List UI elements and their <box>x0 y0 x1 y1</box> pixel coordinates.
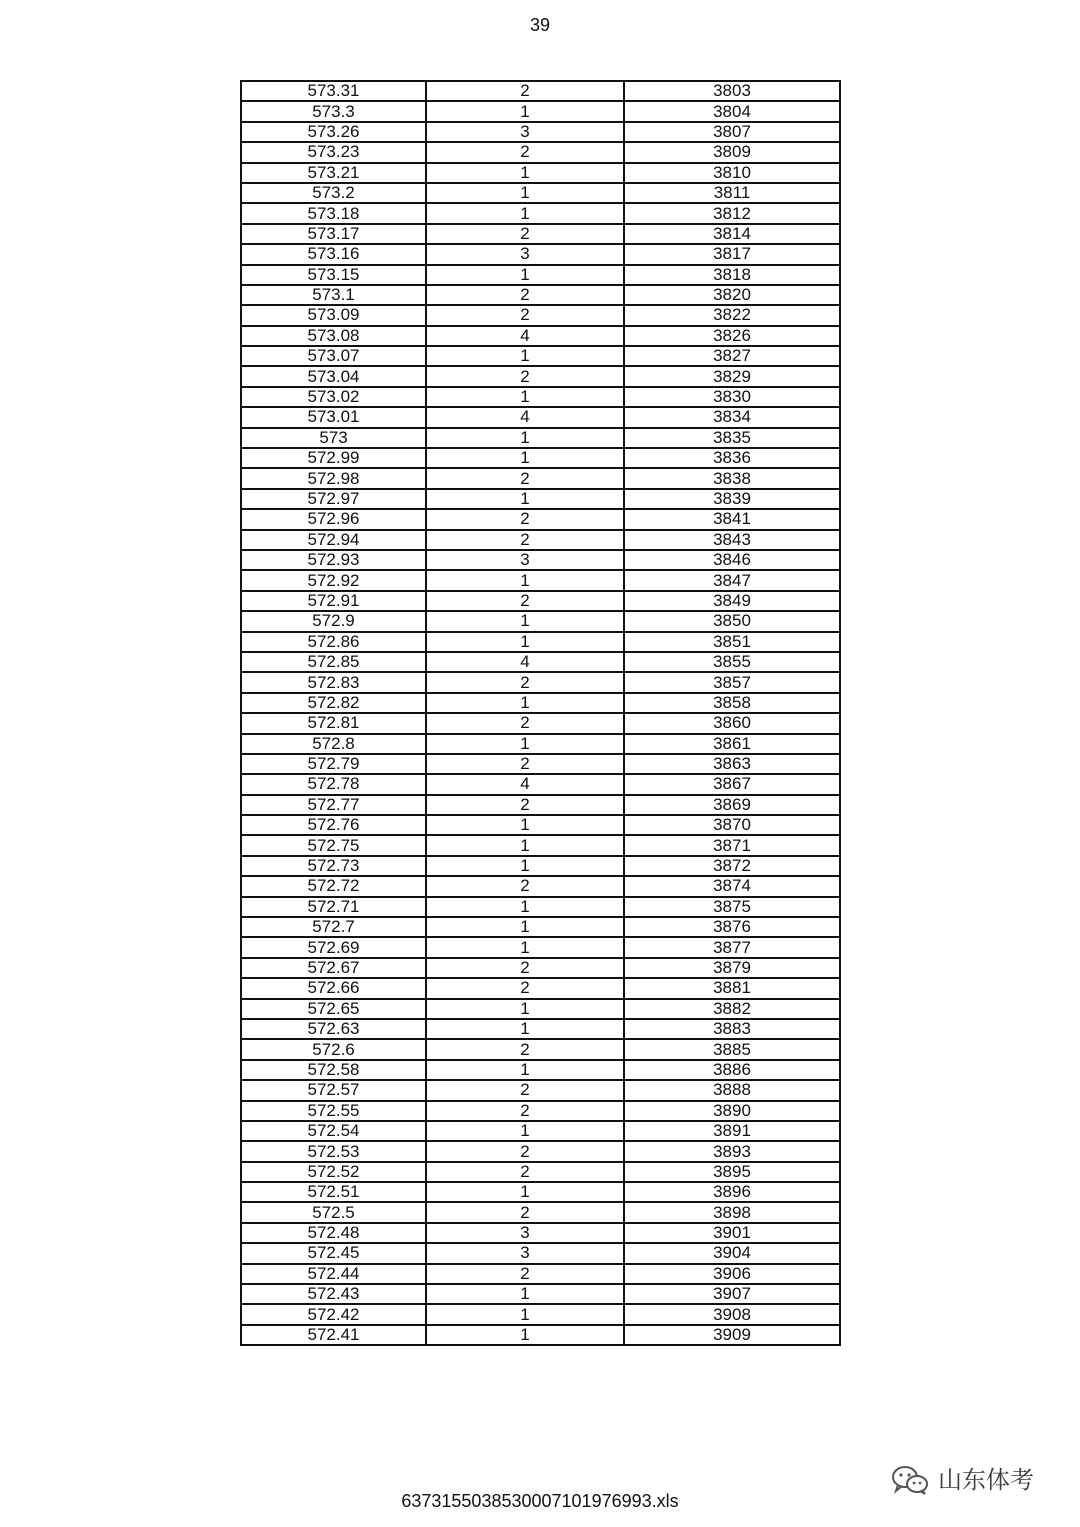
count-cell: 1 <box>426 448 624 468</box>
cumulative-cell: 3850 <box>624 611 840 631</box>
score-cell: 572.73 <box>241 856 426 876</box>
table-row <box>241 448 840 468</box>
table-row <box>241 795 840 815</box>
score-cell: 572.63 <box>241 1019 426 1039</box>
table-row <box>241 1141 840 1161</box>
cumulative-cell: 3872 <box>624 856 840 876</box>
count-cell: 2 <box>426 1101 624 1121</box>
cumulative-cell: 3855 <box>624 652 840 672</box>
table-row <box>241 917 840 937</box>
score-cell: 572.66 <box>241 978 426 998</box>
cumulative-cell: 3879 <box>624 958 840 978</box>
score-cell: 572.98 <box>241 468 426 488</box>
cumulative-cell: 3874 <box>624 876 840 896</box>
table-row <box>241 285 840 305</box>
cumulative-cell: 3827 <box>624 346 840 366</box>
score-cell: 573.2 <box>241 183 426 203</box>
count-cell: 4 <box>426 652 624 672</box>
cumulative-cell: 3909 <box>624 1325 840 1345</box>
table-row <box>241 224 840 244</box>
cumulative-cell: 3891 <box>624 1121 840 1141</box>
table-row <box>241 1284 840 1304</box>
cumulative-cell: 3877 <box>624 937 840 957</box>
cumulative-cell: 3867 <box>624 774 840 794</box>
cumulative-cell: 3834 <box>624 407 840 427</box>
score-cell: 573 <box>241 428 426 448</box>
count-cell: 1 <box>426 346 624 366</box>
score-cell: 572.71 <box>241 897 426 917</box>
count-cell: 1 <box>426 917 624 937</box>
count-cell: 2 <box>426 978 624 998</box>
table-row <box>241 1264 840 1284</box>
table-row <box>241 1162 840 1182</box>
table-row <box>241 1039 840 1059</box>
score-cell: 573.21 <box>241 163 426 183</box>
count-cell: 2 <box>426 1039 624 1059</box>
count-cell: 1 <box>426 183 624 203</box>
score-cell: 572.45 <box>241 1243 426 1263</box>
cumulative-cell: 3906 <box>624 1264 840 1284</box>
table-row <box>241 1060 840 1080</box>
score-cell: 572.93 <box>241 550 426 570</box>
cumulative-cell: 3890 <box>624 1101 840 1121</box>
table-row <box>241 978 840 998</box>
score-cell: 572.94 <box>241 530 426 550</box>
score-cell: 573.02 <box>241 387 426 407</box>
count-cell: 2 <box>426 468 624 488</box>
table-row <box>241 81 840 101</box>
score-cell: 572.58 <box>241 1060 426 1080</box>
cumulative-cell: 3861 <box>624 734 840 754</box>
table-row <box>241 428 840 448</box>
score-table-body <box>241 81 840 1345</box>
score-cell: 573.08 <box>241 326 426 346</box>
table-row <box>241 591 840 611</box>
table-row <box>241 509 840 529</box>
cumulative-cell: 3883 <box>624 1019 840 1039</box>
count-cell: 4 <box>426 326 624 346</box>
score-cell: 573.3 <box>241 101 426 121</box>
table-row <box>241 1101 840 1121</box>
count-cell: 1 <box>426 693 624 713</box>
cumulative-cell: 3810 <box>624 163 840 183</box>
table-row <box>241 142 840 162</box>
table-row <box>241 693 840 713</box>
table-row <box>241 468 840 488</box>
count-cell: 1 <box>426 897 624 917</box>
table-row <box>241 366 840 386</box>
table-row <box>241 632 840 652</box>
table-row <box>241 734 840 754</box>
cumulative-cell: 3857 <box>624 672 840 692</box>
score-cell: 572.79 <box>241 754 426 774</box>
score-cell: 572.42 <box>241 1304 426 1324</box>
cumulative-cell: 3829 <box>624 366 840 386</box>
cumulative-cell: 3858 <box>624 693 840 713</box>
count-cell: 1 <box>426 1284 624 1304</box>
score-cell: 572.91 <box>241 591 426 611</box>
table-row <box>241 835 840 855</box>
table-row <box>241 183 840 203</box>
cumulative-cell: 3811 <box>624 183 840 203</box>
count-cell: 1 <box>426 815 624 835</box>
score-cell: 572.76 <box>241 815 426 835</box>
cumulative-cell: 3807 <box>624 122 840 142</box>
count-cell: 1 <box>426 999 624 1019</box>
score-cell: 573.09 <box>241 305 426 325</box>
count-cell: 2 <box>426 1080 624 1100</box>
cumulative-cell: 3847 <box>624 570 840 590</box>
count-cell: 2 <box>426 958 624 978</box>
cumulative-cell: 3882 <box>624 999 840 1019</box>
count-cell: 2 <box>426 672 624 692</box>
count-cell: 4 <box>426 774 624 794</box>
count-cell: 3 <box>426 1223 624 1243</box>
footer-filename: 637315503853000710197​6993.xls <box>401 1491 679 1511</box>
table-row <box>241 999 840 1019</box>
table-row <box>241 1019 840 1039</box>
count-cell: 3 <box>426 550 624 570</box>
score-cell: 572.82 <box>241 693 426 713</box>
table-row <box>241 244 840 264</box>
score-cell: 572.57 <box>241 1080 426 1100</box>
table-row <box>241 1325 840 1345</box>
score-cell: 573.15 <box>241 265 426 285</box>
count-cell: 1 <box>426 632 624 652</box>
score-cell: 572.54 <box>241 1121 426 1141</box>
table-row <box>241 163 840 183</box>
cumulative-cell: 3812 <box>624 203 840 223</box>
count-cell: 2 <box>426 366 624 386</box>
cumulative-cell: 3814 <box>624 224 840 244</box>
table-row <box>241 652 840 672</box>
watermark-text: 山东体考 <box>938 1466 1034 1494</box>
score-cell: 572.99 <box>241 448 426 468</box>
score-cell: 573.31 <box>241 81 426 101</box>
count-cell: 1 <box>426 1325 624 1345</box>
count-cell: 1 <box>426 937 624 957</box>
count-cell: 2 <box>426 1264 624 1284</box>
score-cell: 573.18 <box>241 203 426 223</box>
score-cell: 572.44 <box>241 1264 426 1284</box>
table-row <box>241 101 840 121</box>
table-row <box>241 122 840 142</box>
table-row <box>241 672 840 692</box>
score-cell: 573.17 <box>241 224 426 244</box>
count-cell: 1 <box>426 101 624 121</box>
score-cell: 572.5 <box>241 1202 426 1222</box>
score-cell: 572.75 <box>241 835 426 855</box>
score-cell: 573.01 <box>241 407 426 427</box>
count-cell: 1 <box>426 1060 624 1080</box>
cumulative-cell: 3849 <box>624 591 840 611</box>
score-cell: 573.07 <box>241 346 426 366</box>
count-cell: 2 <box>426 754 624 774</box>
count-cell: 3 <box>426 122 624 142</box>
count-cell: 1 <box>426 1182 624 1202</box>
table-row <box>241 407 840 427</box>
score-cell: 572.67 <box>241 958 426 978</box>
count-cell: 1 <box>426 734 624 754</box>
count-cell: 2 <box>426 876 624 896</box>
table-row <box>241 203 840 223</box>
count-cell: 3 <box>426 1243 624 1263</box>
cumulative-cell: 3895 <box>624 1162 840 1182</box>
cumulative-cell: 3876 <box>624 917 840 937</box>
score-cell: 573.04 <box>241 366 426 386</box>
score-cell: 572.48 <box>241 1223 426 1243</box>
cumulative-cell: 3838 <box>624 468 840 488</box>
score-cell: 572.92 <box>241 570 426 590</box>
cumulative-cell: 3841 <box>624 509 840 529</box>
cumulative-cell: 3836 <box>624 448 840 468</box>
table-row <box>241 611 840 631</box>
cumulative-cell: 3869 <box>624 795 840 815</box>
cumulative-cell: 3875 <box>624 897 840 917</box>
score-cell: 572.69 <box>241 937 426 957</box>
cumulative-cell: 3863 <box>624 754 840 774</box>
cumulative-cell: 3835 <box>624 428 840 448</box>
cumulative-cell: 3871 <box>624 835 840 855</box>
cumulative-cell: 3907 <box>624 1284 840 1304</box>
cumulative-cell: 3898 <box>624 1202 840 1222</box>
table-row <box>241 1182 840 1202</box>
score-cell: 572.78 <box>241 774 426 794</box>
table-row <box>241 346 840 366</box>
score-cell: 572.52 <box>241 1162 426 1182</box>
cumulative-cell: 3846 <box>624 550 840 570</box>
table-row <box>241 958 840 978</box>
count-cell: 4 <box>426 407 624 427</box>
table-row <box>241 550 840 570</box>
cumulative-cell: 3804 <box>624 101 840 121</box>
count-cell: 1 <box>426 265 624 285</box>
count-cell: 1 <box>426 1121 624 1141</box>
score-cell: 572.7 <box>241 917 426 937</box>
score-table <box>240 80 841 1346</box>
cumulative-cell: 3870 <box>624 815 840 835</box>
cumulative-cell: 3822 <box>624 305 840 325</box>
count-cell: 2 <box>426 1141 624 1161</box>
table-row <box>241 305 840 325</box>
table-row <box>241 1202 840 1222</box>
count-cell: 1 <box>426 163 624 183</box>
table-row <box>241 1304 840 1324</box>
score-cell: 572.65 <box>241 999 426 1019</box>
cumulative-cell: 3901 <box>624 1223 840 1243</box>
count-cell: 1 <box>426 611 624 631</box>
score-cell: 572.81 <box>241 713 426 733</box>
table-row <box>241 1080 840 1100</box>
count-cell: 1 <box>426 570 624 590</box>
table-row <box>241 856 840 876</box>
table-row <box>241 265 840 285</box>
score-cell: 572.8 <box>241 734 426 754</box>
table-row <box>241 876 840 896</box>
score-cell: 572.43 <box>241 1284 426 1304</box>
score-cell: 572.77 <box>241 795 426 815</box>
table-row <box>241 387 840 407</box>
score-cell: 573.16 <box>241 244 426 264</box>
count-cell: 1 <box>426 1304 624 1324</box>
cumulative-cell: 3851 <box>624 632 840 652</box>
score-cell: 572.53 <box>241 1141 426 1161</box>
cumulative-cell: 3860 <box>624 713 840 733</box>
count-cell: 2 <box>426 142 624 162</box>
table-row <box>241 815 840 835</box>
table-row <box>241 1121 840 1141</box>
count-cell: 1 <box>426 428 624 448</box>
count-cell: 2 <box>426 305 624 325</box>
cumulative-cell: 3817 <box>624 244 840 264</box>
table-row <box>241 713 840 733</box>
count-cell: 2 <box>426 1202 624 1222</box>
count-cell: 2 <box>426 224 624 244</box>
cumulative-cell: 3896 <box>624 1182 840 1202</box>
table-row <box>241 530 840 550</box>
count-cell: 2 <box>426 1162 624 1182</box>
count-cell: 2 <box>426 81 624 101</box>
page-number: 39 <box>529 15 551 35</box>
count-cell: 2 <box>426 713 624 733</box>
score-cell: 572.97 <box>241 489 426 509</box>
cumulative-cell: 3904 <box>624 1243 840 1263</box>
score-cell: 572.9 <box>241 611 426 631</box>
table-row <box>241 489 840 509</box>
count-cell: 1 <box>426 387 624 407</box>
score-cell: 573.23 <box>241 142 426 162</box>
table-row <box>241 937 840 957</box>
count-cell: 1 <box>426 203 624 223</box>
table-row <box>241 774 840 794</box>
count-cell: 3 <box>426 244 624 264</box>
cumulative-cell: 3803 <box>624 81 840 101</box>
table-row <box>241 754 840 774</box>
score-cell: 573.26 <box>241 122 426 142</box>
count-cell: 2 <box>426 285 624 305</box>
count-cell: 2 <box>426 530 624 550</box>
score-cell: 572.51 <box>241 1182 426 1202</box>
cumulative-cell: 3820 <box>624 285 840 305</box>
cumulative-cell: 3888 <box>624 1080 840 1100</box>
cumulative-cell: 3893 <box>624 1141 840 1161</box>
count-cell: 1 <box>426 835 624 855</box>
table-row <box>241 1223 840 1243</box>
table-row <box>241 897 840 917</box>
score-cell: 572.86 <box>241 632 426 652</box>
score-cell: 572.85 <box>241 652 426 672</box>
score-cell: 573.1 <box>241 285 426 305</box>
table-row <box>241 1243 840 1263</box>
cumulative-cell: 3839 <box>624 489 840 509</box>
cumulative-cell: 3830 <box>624 387 840 407</box>
score-cell: 572.6 <box>241 1039 426 1059</box>
score-cell: 572.55 <box>241 1101 426 1121</box>
count-cell: 2 <box>426 795 624 815</box>
cumulative-cell: 3885 <box>624 1039 840 1059</box>
cumulative-cell: 3826 <box>624 326 840 346</box>
cumulative-cell: 3881 <box>624 978 840 998</box>
table-row <box>241 326 840 346</box>
cumulative-cell: 3843 <box>624 530 840 550</box>
score-cell: 572.72 <box>241 876 426 896</box>
cumulative-cell: 3886 <box>624 1060 840 1080</box>
count-cell: 1 <box>426 856 624 876</box>
table-row <box>241 570 840 590</box>
count-cell: 1 <box>426 489 624 509</box>
score-cell: 572.83 <box>241 672 426 692</box>
count-cell: 1 <box>426 1019 624 1039</box>
cumulative-cell: 3908 <box>624 1304 840 1324</box>
cumulative-cell: 3809 <box>624 142 840 162</box>
count-cell: 2 <box>426 591 624 611</box>
cumulative-cell: 3818 <box>624 265 840 285</box>
count-cell: 2 <box>426 509 624 529</box>
score-cell: 572.96 <box>241 509 426 529</box>
score-cell: 572.41 <box>241 1325 426 1345</box>
